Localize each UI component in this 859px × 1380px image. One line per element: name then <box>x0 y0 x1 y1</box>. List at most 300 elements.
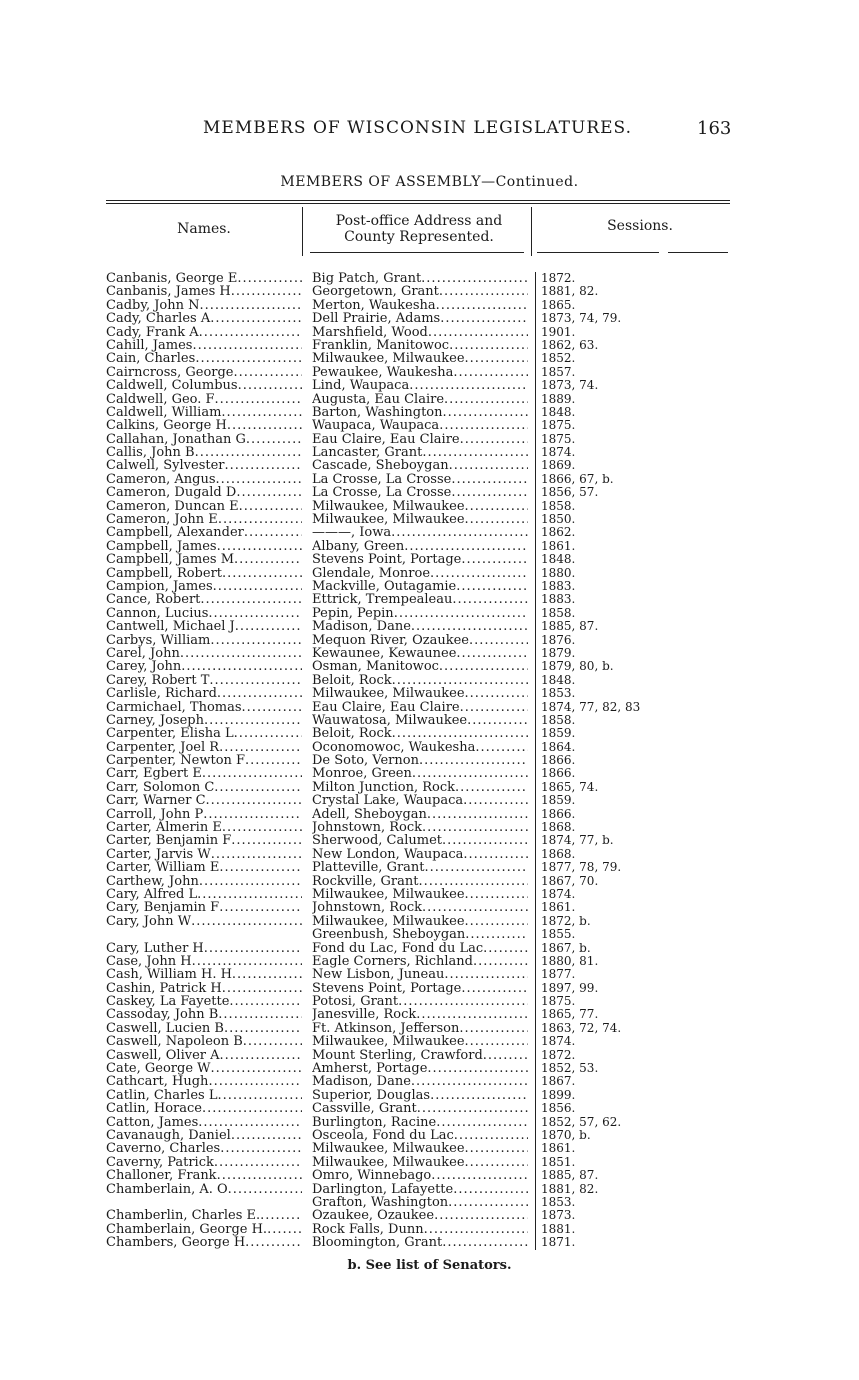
member-sessions: 1885, 87. <box>541 1168 599 1183</box>
member-sessions: 1881, 82. <box>541 284 599 299</box>
member-name: Cahill, James ..... <box>106 339 302 352</box>
table-row <box>0 714 859 727</box>
member-address: Beloit, Rock ..... <box>312 727 528 740</box>
member-address: Johnstown, Rock ..... <box>312 901 528 914</box>
member-sessions: 1879. <box>541 645 576 660</box>
table-row <box>0 366 859 379</box>
column-header-names: Names. <box>177 221 231 237</box>
member-name: Carter, Benjamin F ..... <box>106 834 302 847</box>
member-sessions: 1848. <box>541 552 576 567</box>
table-row <box>0 781 859 794</box>
table-row <box>0 915 859 928</box>
member-sessions: 1877. <box>541 967 576 982</box>
member-name: Carney, Joseph ..... <box>106 714 302 727</box>
table-row <box>0 285 859 298</box>
table-row <box>0 767 859 780</box>
member-name: Cain, Charles ..... <box>106 352 302 365</box>
member-name: Carroll, John P ..... <box>106 808 302 821</box>
member-name: Cathcart, Hugh ..... <box>106 1075 302 1088</box>
member-name: Carr, Warner C ..... <box>106 794 302 807</box>
member-sessions: 1885, 87. <box>541 619 599 634</box>
member-name: Chambers, George H ..... <box>106 1236 302 1249</box>
member-address: Milwaukee, Milwaukee ..... <box>312 1035 528 1048</box>
member-sessions: 1874, 77, 82, 83 <box>541 699 641 714</box>
member-address: Wauwatosa, Milwaukee ..... <box>312 714 528 727</box>
member-address: Waupaca, Waupaca ..... <box>312 419 528 432</box>
member-name: Catton, James ..... <box>106 1116 302 1129</box>
table-row <box>0 607 859 620</box>
member-name: Cash, William H. H ..... <box>106 968 302 981</box>
table-row <box>0 339 859 352</box>
member-address: Milwaukee, Milwaukee ..... <box>312 687 528 700</box>
member-address: Big Patch, Grant ..... <box>312 272 528 285</box>
member-sessions: 1863, 72, 74. <box>541 1020 622 1035</box>
table-row <box>0 1116 859 1129</box>
member-name: Carter, William E ..... <box>106 861 302 874</box>
member-address: Lind, Waupaca ..... <box>312 379 528 392</box>
column-divider <box>302 207 303 256</box>
table-row <box>0 848 859 861</box>
member-address: Merton, Waukesha ..... <box>312 299 528 312</box>
member-address: Adell, Sheboygan ..... <box>312 808 528 821</box>
member-address: Mequon River, Ozaukee ..... <box>312 634 528 647</box>
member-name: Cady, Charles A ..... <box>106 312 302 325</box>
member-address: Milwaukee, Milwaukee ..... <box>312 500 528 513</box>
member-address: Milwaukee, Milwaukee ..... <box>312 1156 528 1169</box>
member-sessions: 1865, 74. <box>541 779 599 794</box>
member-address: Pepin, Pepin ..... <box>312 607 528 620</box>
member-name: Caldwell, Geo. F ..... <box>106 393 302 406</box>
member-name: Caldwell, Columbus ..... <box>106 379 302 392</box>
member-sessions: 1871. <box>541 1235 576 1250</box>
member-address: Mount Sterling, Crawford ..... <box>312 1049 528 1062</box>
member-name: Cadby, John N ..... <box>106 299 302 312</box>
member-sessions: 1873. <box>541 1208 576 1223</box>
member-address: Marshfield, Wood ..... <box>312 326 528 339</box>
table-row <box>0 1142 859 1155</box>
member-sessions: 1856, 57. <box>541 485 599 500</box>
member-name: Cate, George W ..... <box>106 1062 302 1075</box>
member-address: Lancaster, Grant ..... <box>312 446 528 459</box>
member-name: Carbys, William ..... <box>106 634 302 647</box>
table-row <box>0 433 859 446</box>
member-name: Caskey, La Fayette ..... <box>106 995 302 1008</box>
member-name: Carter, Almerin E ..... <box>106 821 302 834</box>
member-address: Stevens Point, Portage ..... <box>312 553 528 566</box>
table-row <box>0 580 859 593</box>
member-sessions: 1872, b. <box>541 913 591 928</box>
table-row <box>0 794 859 807</box>
member-name: Caverno, Charles ..... <box>106 1142 302 1155</box>
member-sessions: 1868. <box>541 820 576 835</box>
table-row <box>0 1129 859 1142</box>
member-address: Darlington, Lafayette ..... <box>312 1183 528 1196</box>
column-header-address-line2: County Represented. <box>344 229 494 245</box>
member-name: Caswell, Oliver A ..... <box>106 1049 302 1062</box>
member-address: Milwaukee, Milwaukee ..... <box>312 888 528 901</box>
member-name: Cameron, John E ..... <box>106 513 302 526</box>
member-address: De Soto, Vernon ..... <box>312 754 528 767</box>
member-sessions: 1875. <box>541 994 576 1009</box>
member-address: Milwaukee, Milwaukee ..... <box>312 915 528 928</box>
member-address: Osman, Manitowoc ..... <box>312 660 528 673</box>
table-row <box>0 473 859 486</box>
member-name: Chamberlain, A. O ..... <box>106 1183 302 1196</box>
member-address: Augusta, Eau Claire ..... <box>312 393 528 406</box>
table-row <box>0 486 859 499</box>
table-row <box>0 1183 859 1196</box>
member-address: Albany, Green ..... <box>312 540 528 553</box>
member-address: Cassville, Grant ..... <box>312 1102 528 1115</box>
member-sessions: 1853. <box>541 686 576 701</box>
member-sessions: 1855. <box>541 927 576 942</box>
member-address: Pewaukee, Waukesha ..... <box>312 366 528 379</box>
running-header <box>0 115 859 145</box>
member-address: Johnstown, Rock ..... <box>312 821 528 834</box>
member-sessions: 1873, 74, 79. <box>541 311 622 326</box>
member-address: Mackville, Outagamie ..... <box>312 580 528 593</box>
member-address: Rock Falls, Dunn ..... <box>312 1223 528 1236</box>
table-row <box>0 620 859 633</box>
member-name: Callis, John B ..... <box>106 446 302 459</box>
table-row <box>0 406 859 419</box>
member-address: Ettrick, Trempealeau ..... <box>312 593 528 606</box>
member-sessions: 1859. <box>541 726 576 741</box>
member-name: Cady, Frank A ..... <box>106 326 302 339</box>
table-row <box>0 553 859 566</box>
table-row <box>0 754 859 767</box>
column-header-sessions: Sessions. <box>607 218 673 234</box>
member-address: Madison, Dane ..... <box>312 620 528 633</box>
table-row <box>0 1169 859 1182</box>
member-sessions: 1861. <box>541 538 576 553</box>
member-name: Cairncross, George ..... <box>106 366 302 379</box>
member-address: Monroe, Green ..... <box>312 767 528 780</box>
member-address: Osceola, Fond du Lac ..... <box>312 1129 528 1142</box>
member-name: Carey, John ..... <box>106 660 302 673</box>
member-address: Sherwood, Calumet ..... <box>312 834 528 847</box>
table-row <box>0 634 859 647</box>
member-address: La Crosse, La Crosse ..... <box>312 473 528 486</box>
table-row <box>0 272 859 285</box>
member-address: Potosi, Grant ..... <box>312 995 528 1008</box>
member-sessions: 1857. <box>541 364 576 379</box>
member-sessions: 1883. <box>541 578 576 593</box>
table-row <box>0 834 859 847</box>
member-name: Carpenter, Newton F ..... <box>106 754 302 767</box>
table-row <box>0 1223 859 1236</box>
table-row <box>0 701 859 714</box>
member-address: Stevens Point, Portage ..... <box>312 982 528 995</box>
table-row <box>0 379 859 392</box>
member-address: Eau Claire, Eau Claire ..... <box>312 433 528 446</box>
member-address: Barton, Washington ..... <box>312 406 528 419</box>
member-sessions: 1874. <box>541 445 576 460</box>
member-address: Eagle Corners, Richland ..... <box>312 955 528 968</box>
member-address: Milwaukee, Milwaukee ..... <box>312 1142 528 1155</box>
table-row <box>0 955 859 968</box>
column-header-address <box>306 213 532 245</box>
member-name: Cameron, Dugald D ..... <box>106 486 302 499</box>
member-sessions: 1872. <box>541 1047 576 1062</box>
member-sessions: 1880, 81. <box>541 953 599 968</box>
table-row <box>0 326 859 339</box>
member-name: Campion, James ..... <box>106 580 302 593</box>
member-sessions: 1880. <box>541 565 576 580</box>
table-row <box>0 352 859 365</box>
member-address: Rockville, Grant ..... <box>312 875 528 888</box>
table-row <box>0 901 859 914</box>
member-name: Catlin, Charles L ..... <box>106 1089 302 1102</box>
header-underline <box>668 252 728 253</box>
member-sessions: 1867, b. <box>541 940 591 955</box>
member-name: Cameron, Angus ..... <box>106 473 302 486</box>
member-address: Grafton, Washington ..... <box>312 1196 528 1209</box>
member-name: Caverny, Patrick ..... <box>106 1156 302 1169</box>
member-address: ———, Iowa ..... <box>312 526 528 539</box>
table-row <box>0 419 859 432</box>
member-sessions: 1868. <box>541 846 576 861</box>
table-row <box>0 687 859 700</box>
member-address: Kewaunee, Kewaunee ..... <box>312 647 528 660</box>
member-name: Cameron, Duncan E ..... <box>106 500 302 513</box>
member-sessions: 1864. <box>541 739 576 754</box>
member-name: Cary, John W ..... <box>106 915 302 928</box>
member-sessions: 1866. <box>541 806 576 821</box>
table-row <box>0 875 859 888</box>
member-name: Cary, Benjamin F ..... <box>106 901 302 914</box>
member-address: Milton Junction, Rock ..... <box>312 781 528 794</box>
table-row <box>0 928 859 941</box>
member-sessions: 1851. <box>541 1154 576 1169</box>
member-sessions: 1858. <box>541 498 576 513</box>
member-sessions: 1879, 80, b. <box>541 659 614 674</box>
member-address: Milwaukee, Milwaukee ..... <box>312 352 528 365</box>
member-address: Oconomowoc, Waukesha ..... <box>312 741 528 754</box>
member-name: Case, John H ..... <box>106 955 302 968</box>
member-address: New London, Waupaca ..... <box>312 848 528 861</box>
member-name: Cavanaugh, Daniel ..... <box>106 1129 302 1142</box>
member-sessions: 1848. <box>541 404 576 419</box>
member-name: Challoner, Frank ..... <box>106 1169 302 1182</box>
member-sessions: 1862, 63. <box>541 337 599 352</box>
member-sessions: 1899. <box>541 1087 576 1102</box>
member-name: Carter, Jarvis W ..... <box>106 848 302 861</box>
member-sessions: 1881, 82. <box>541 1181 599 1196</box>
member-name: Canbanis, James H ..... <box>106 285 302 298</box>
member-sessions: 1861. <box>541 900 576 915</box>
table-row <box>0 942 859 955</box>
footnote: b. See list of Senators. <box>347 1258 512 1273</box>
member-address: Eau Claire, Eau Claire ..... <box>312 701 528 714</box>
table-row <box>0 1062 859 1075</box>
member-name: Carlisle, Richard ..... <box>106 687 302 700</box>
table-row <box>0 567 859 580</box>
member-address: Beloit, Rock ..... <box>312 674 528 687</box>
member-name: Cannon, Lucius ..... <box>106 607 302 620</box>
member-address: Bloomington, Grant ..... <box>312 1236 528 1249</box>
table-row <box>0 1089 859 1102</box>
member-name: Caswell, Lucien B ..... <box>106 1022 302 1035</box>
table-row <box>0 808 859 821</box>
table-row <box>0 500 859 513</box>
table-row <box>0 861 859 874</box>
member-address: Burlington, Racine ..... <box>312 1116 528 1129</box>
table-row <box>0 446 859 459</box>
member-name: Cassoday, John B ..... <box>106 1008 302 1021</box>
member-name: Cashin, Patrick H ..... <box>106 982 302 995</box>
member-sessions: 1881. <box>541 1221 576 1236</box>
member-sessions: 1901. <box>541 324 576 339</box>
member-sessions: 1848. <box>541 672 576 687</box>
member-sessions: 1874. <box>541 1034 576 1049</box>
table-row <box>0 888 859 901</box>
member-address: Janesville, Rock ..... <box>312 1008 528 1021</box>
member-sessions: 1869. <box>541 458 576 473</box>
column-header-address-line1: Post-office Address and <box>335 213 503 229</box>
table-row <box>0 1008 859 1021</box>
member-sessions: 1852, 53. <box>541 1061 599 1076</box>
member-name: Carpenter, Elisha L ..... <box>106 727 302 740</box>
table-row <box>0 727 859 740</box>
table-row <box>0 540 859 553</box>
page-running-title: MEMBERS OF WISCONSIN LEGISLATURES. <box>203 118 633 138</box>
member-sessions: 1865, 77. <box>541 1007 599 1022</box>
member-sessions: 1858. <box>541 605 576 620</box>
member-address: Amherst, Portage ..... <box>312 1062 528 1075</box>
member-name: Campbell, James M ..... <box>106 553 302 566</box>
member-address: Platteville, Grant ..... <box>312 861 528 874</box>
member-sessions: 1873, 74. <box>541 378 599 393</box>
table-row <box>0 1035 859 1048</box>
table-row <box>0 968 859 981</box>
table-row <box>0 1049 859 1062</box>
member-address: La Crosse, La Crosse ..... <box>312 486 528 499</box>
table-row <box>0 393 859 406</box>
table-row <box>0 1102 859 1115</box>
member-sessions: 1866, 67, b. <box>541 471 614 486</box>
member-sessions: 1874, 77, b. <box>541 833 614 848</box>
member-name: Campbell, James ..... <box>106 540 302 553</box>
member-sessions: 1858. <box>541 712 576 727</box>
member-name: Catlin, Horace ..... <box>106 1102 302 1115</box>
header-underline <box>310 252 524 253</box>
member-name: Cary, Alfred L ..... <box>106 888 302 901</box>
member-name: Caswell, Napoleon B ..... <box>106 1035 302 1048</box>
table-row <box>0 299 859 312</box>
member-sessions: 1867, 70. <box>541 873 599 888</box>
member-sessions: 1853. <box>541 1194 576 1209</box>
member-sessions: 1865. <box>541 297 576 312</box>
member-sessions: 1852. <box>541 351 576 366</box>
table-row <box>0 674 859 687</box>
member-sessions: 1889. <box>541 391 576 406</box>
table-row <box>0 513 859 526</box>
members-table <box>0 272 859 1250</box>
table-row <box>0 1236 859 1249</box>
member-address: Glendale, Monroe ..... <box>312 567 528 580</box>
member-sessions: 1872. <box>541 271 576 285</box>
table-row <box>0 1156 859 1169</box>
page-number: 163 <box>697 118 732 139</box>
section-subtitle: MEMBERS OF ASSEMBLY—Continued. <box>280 174 579 190</box>
member-sessions: 1850. <box>541 512 576 527</box>
member-name: Carr, Egbert E ..... <box>106 767 302 780</box>
member-sessions: 1897, 99. <box>541 980 599 995</box>
member-sessions: 1883. <box>541 592 576 607</box>
member-sessions: 1867. <box>541 1074 576 1089</box>
table-row <box>0 1196 859 1209</box>
member-name: Campbell, Robert ..... <box>106 567 302 580</box>
member-name: Caldwell, William ..... <box>106 406 302 419</box>
table-row <box>0 459 859 472</box>
member-name: Carel, John ..... <box>106 647 302 660</box>
member-address: Crystal Lake, Waupaca ..... <box>312 794 528 807</box>
member-name: Calkins, George H ..... <box>106 419 302 432</box>
table-row <box>0 660 859 673</box>
table-top-rule <box>106 200 730 201</box>
table-row <box>0 593 859 606</box>
table-row <box>0 526 859 539</box>
table-top-rule-2 <box>106 203 730 204</box>
member-sessions: 1877, 78, 79. <box>541 860 622 875</box>
member-address: Ozaukee, Ozaukee ..... <box>312 1209 528 1222</box>
member-name: Cantwell, Michael J ..... <box>106 620 302 633</box>
member-address: Cascade, Sheboygan ..... <box>312 459 528 472</box>
member-name: Carthew, John ..... <box>106 875 302 888</box>
member-sessions: 1859. <box>541 793 576 808</box>
table-row <box>0 1209 859 1222</box>
member-name: Carey, Robert T ..... <box>106 674 302 687</box>
member-address: Fond du Lac, Fond du Lac ..... <box>312 942 528 955</box>
member-name: Carr, Solomon C ..... <box>106 781 302 794</box>
member-name: Campbell, Alexander ..... <box>106 526 302 539</box>
table-row <box>0 995 859 1008</box>
member-name: Calwell, Sylvester ..... <box>106 459 302 472</box>
member-address: Dell Prairie, Adams ..... <box>312 312 528 325</box>
member-sessions: 1876. <box>541 632 576 647</box>
table-row <box>0 1022 859 1035</box>
member-sessions: 1875. <box>541 431 576 446</box>
member-name: Cance, Robert ..... <box>106 593 302 606</box>
table-row <box>0 647 859 660</box>
member-address: Ft. Atkinson, Jefferson ..... <box>312 1022 528 1035</box>
member-sessions: 1870, b. <box>541 1128 591 1142</box>
member-address: Greenbush, Sheboygan ..... <box>312 928 528 941</box>
member-address: Superior, Douglas ..... <box>312 1089 528 1102</box>
header-underline <box>537 252 659 253</box>
table-row <box>0 982 859 995</box>
member-name: Canbanis, George E ..... <box>106 272 302 285</box>
member-address: New Lisbon, Juneau ..... <box>312 968 528 981</box>
table-row <box>0 741 859 754</box>
member-name: Carpenter, Joel R ..... <box>106 741 302 754</box>
table-row <box>0 312 859 325</box>
member-address: Omro, Winnebago ..... <box>312 1169 528 1182</box>
member-sessions: 1862. <box>541 525 576 540</box>
member-address: Franklin, Manitowoc ..... <box>312 339 528 352</box>
member-address: Georgetown, Grant ..... <box>312 285 528 298</box>
member-name: Callahan, Jonathan G ..... <box>106 433 302 446</box>
member-name: Chamberlin, Charles E. ..... <box>106 1209 302 1222</box>
table-row <box>0 821 859 834</box>
member-sessions: 1875. <box>541 418 576 433</box>
member-name: Cary, Luther H ..... <box>106 942 302 955</box>
table-row <box>0 1075 859 1088</box>
member-sessions: 1852, 57, 62. <box>541 1114 622 1129</box>
member-sessions: 1866. <box>541 753 576 768</box>
member-name: Carmichael, Thomas ..... <box>106 701 302 714</box>
